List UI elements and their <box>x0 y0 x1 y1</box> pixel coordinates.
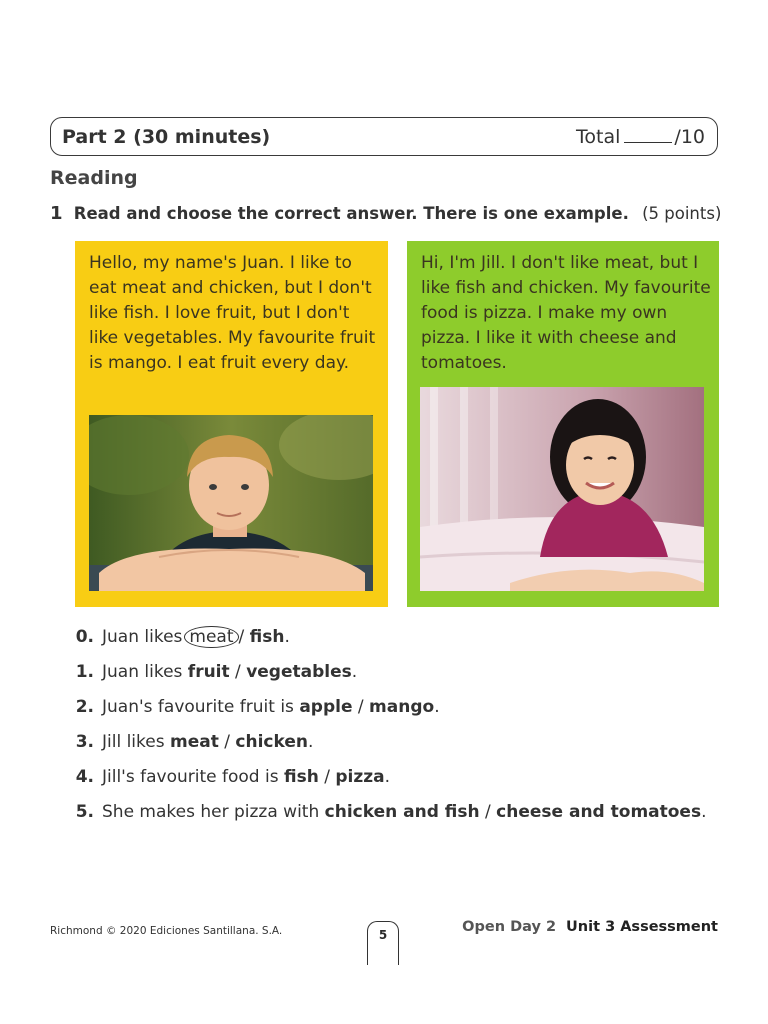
total-blank <box>624 126 672 143</box>
question-4: 4. Jill's favourite food is fish / pizza. <box>75 767 391 787</box>
juan-panel <box>75 241 388 607</box>
part-header <box>50 117 718 156</box>
option-a[interactable]: fruit <box>187 662 230 682</box>
exercise-instruction <box>50 203 721 224</box>
jill-photo <box>420 387 704 591</box>
total-label: Total <box>576 126 621 148</box>
points-label: (5 points) <box>642 204 722 223</box>
option-b[interactable]: cheese and tomatoes <box>496 802 702 822</box>
juan-photo <box>89 415 373 591</box>
copyright-notice: Richmond © 2020 Ediciones Santillana. S.A. <box>50 925 283 937</box>
option-b[interactable]: mango <box>369 697 435 717</box>
total-score <box>576 126 705 148</box>
question-2: 2. Juan's favourite fruit is apple / mango. <box>75 697 440 717</box>
option-b[interactable]: chicken <box>235 732 308 752</box>
juan-text: Hello, my name's Juan. I like to eat meat and chicken, but I don't like fish. I love fruit, but I don't like vegetables. My favourite fruit is mango. I eat fruit every day. <box>89 253 376 373</box>
part-title: Part 2 (30 minutes) <box>62 126 271 148</box>
question-5: 5. She makes her pizza with chicken and fish / cheese and tomatoes. <box>75 802 707 822</box>
exercise-number: 1 <box>50 203 63 224</box>
jill-panel <box>407 241 719 607</box>
option-a[interactable]: fish <box>283 767 319 787</box>
section-title: Reading <box>50 167 138 189</box>
question-3: 3. Jill likes meat / chicken. <box>75 732 314 752</box>
option-a[interactable]: apple <box>299 697 353 717</box>
question-1: 1. Juan likes fruit / vegetables. <box>75 662 358 682</box>
unit-name: Unit 3 Assessment <box>566 919 718 935</box>
circled-answer: meat <box>184 626 238 648</box>
series-name: Open Day 2 <box>462 919 557 935</box>
instruction-text: Read and choose the correct answer. There is one example. <box>73 204 629 223</box>
jill-text: Hi, I'm Jill. I don't like meat, but I like fish and chicken. My favourite food is pizza. I make my own pizza. I like it with cheese and tomatoes. <box>421 253 711 373</box>
footer-title <box>462 919 718 935</box>
question-0: 0. Juan likes meat / fish. <box>75 627 290 647</box>
option-a[interactable]: meat <box>170 732 219 752</box>
page-number-tab <box>367 921 399 965</box>
option-b[interactable]: vegetables <box>246 662 352 682</box>
option-a[interactable]: chicken and fish <box>324 802 480 822</box>
page-number: 5 <box>378 928 388 942</box>
total-denominator: /10 <box>674 126 705 148</box>
option-b[interactable]: pizza <box>335 767 385 787</box>
